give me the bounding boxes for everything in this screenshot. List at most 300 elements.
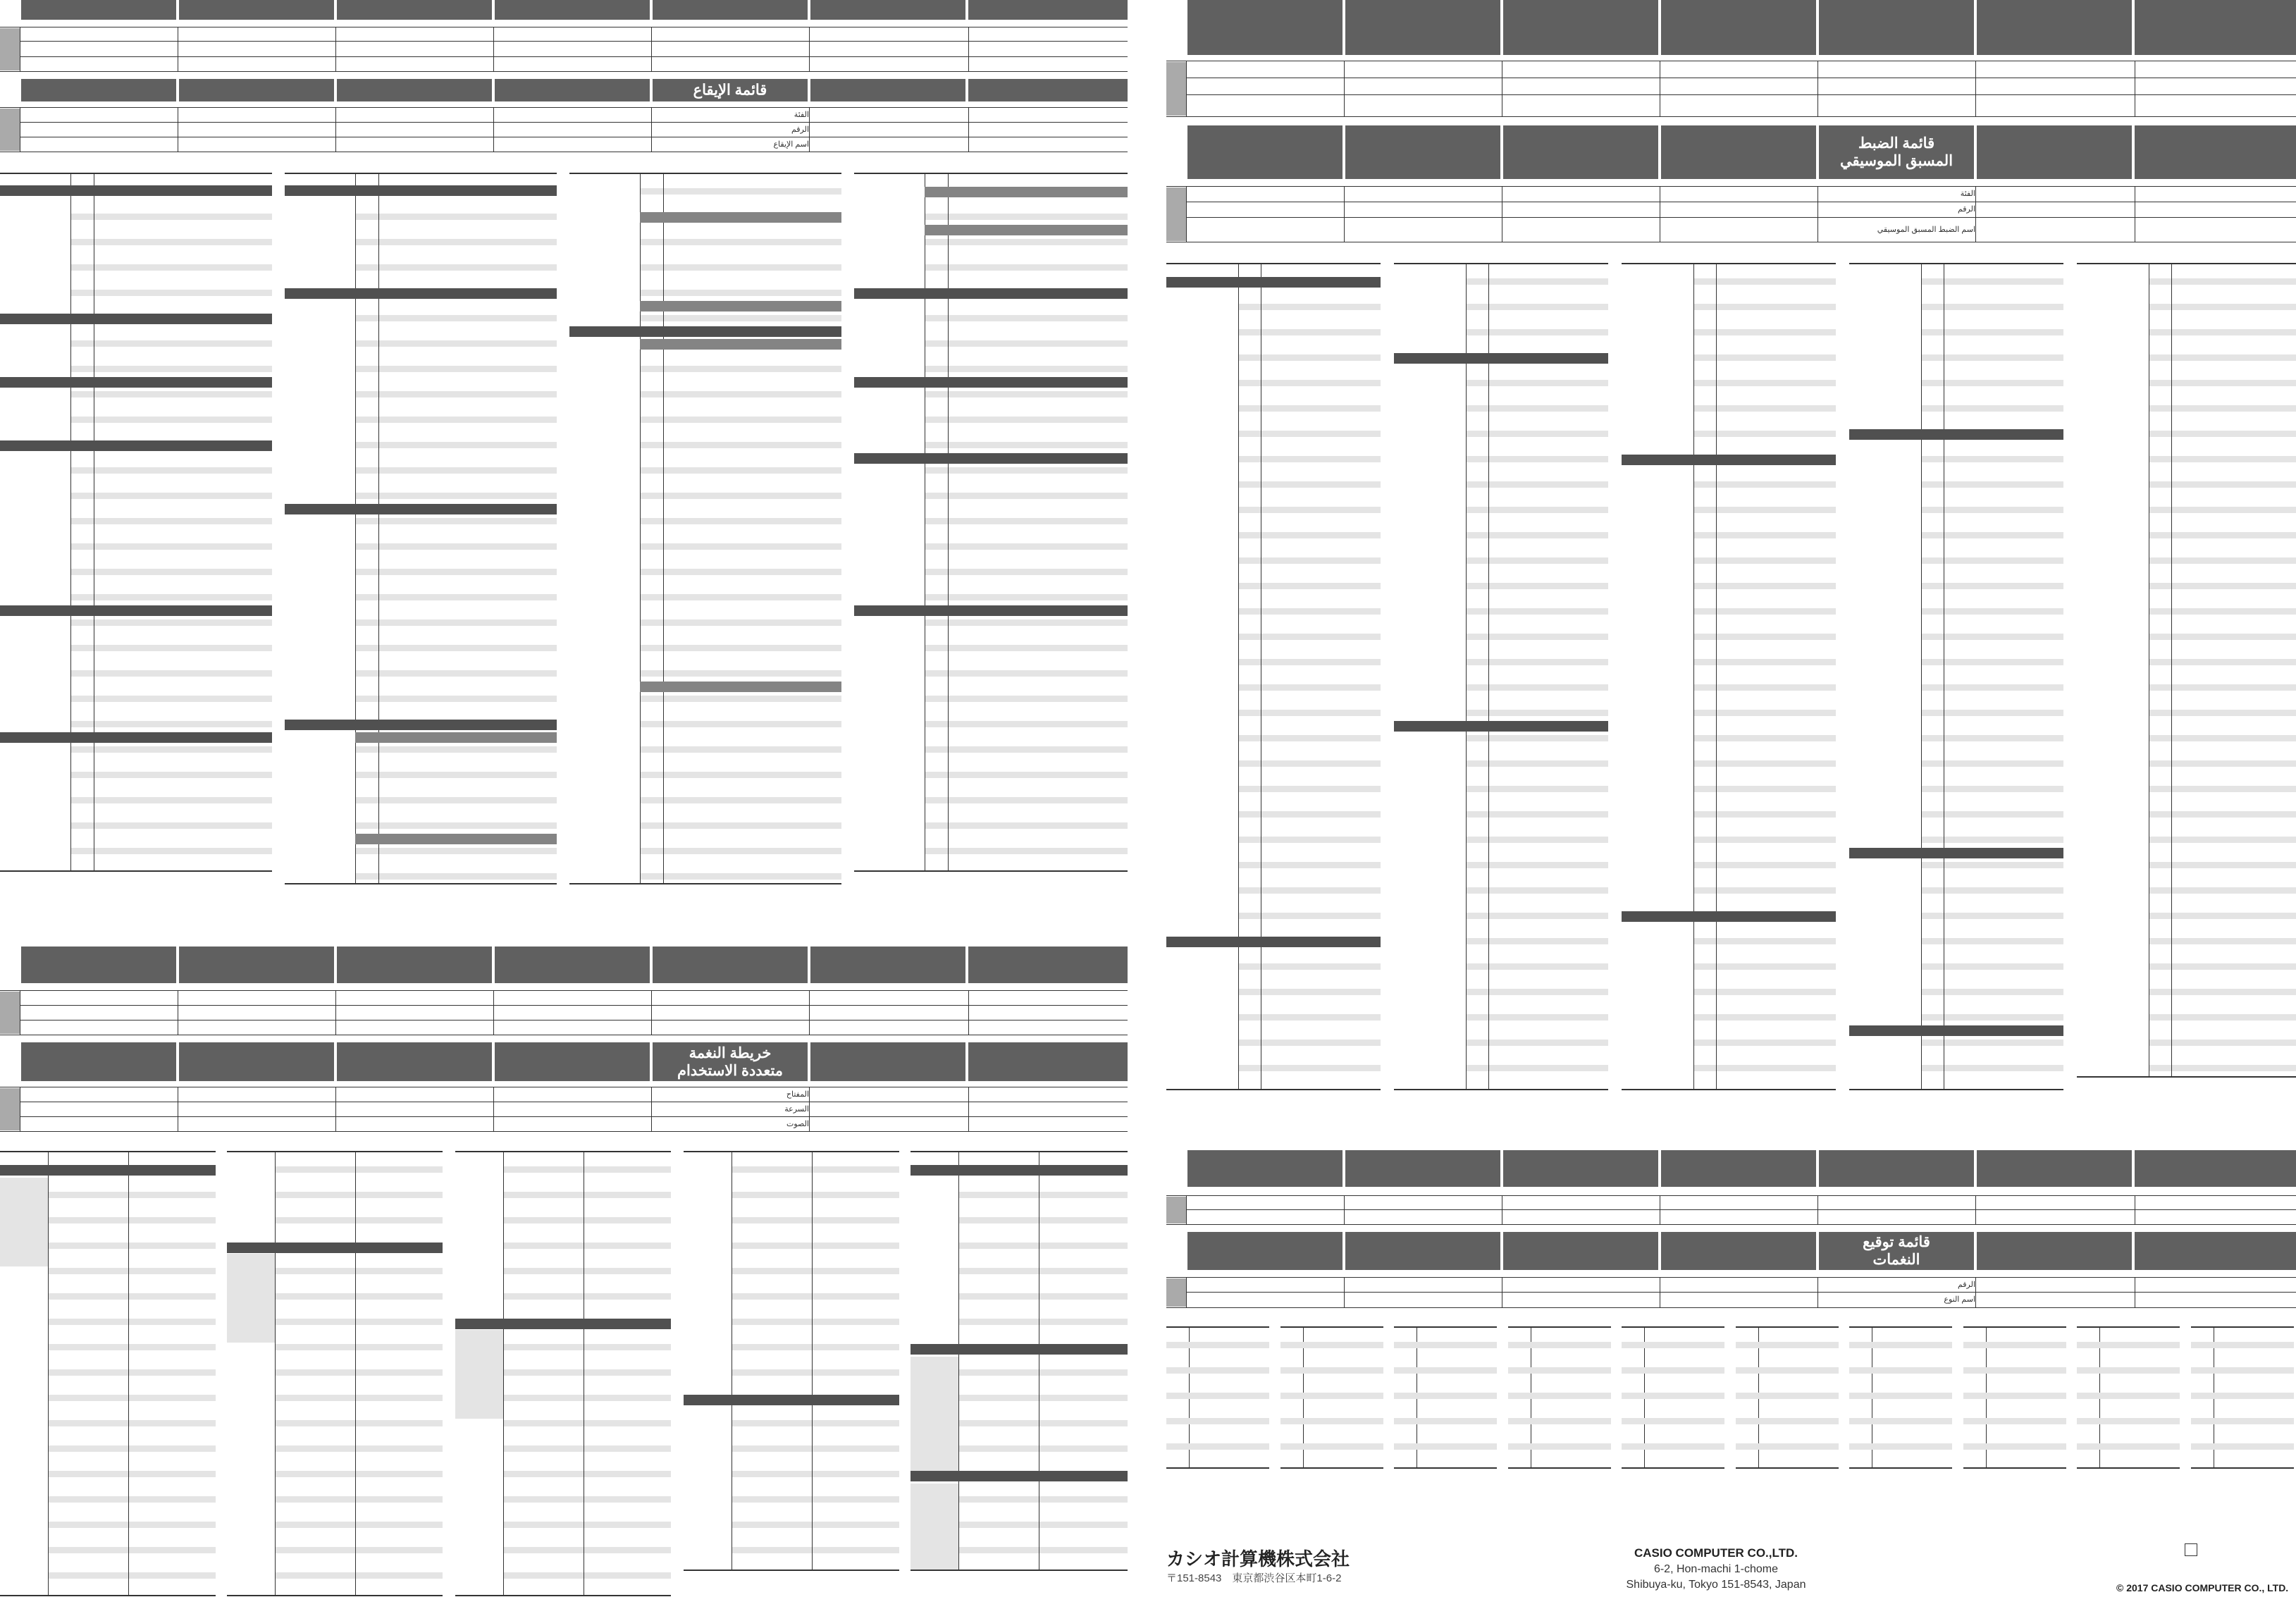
list-stripe — [1693, 278, 1836, 285]
list-stripe — [503, 1395, 671, 1401]
list-stripe — [1280, 1393, 1383, 1399]
list-stripe — [958, 1395, 1128, 1401]
list-stripe — [1849, 1393, 1952, 1399]
list-stripe — [1466, 405, 1608, 412]
list-stripe — [640, 721, 841, 727]
list-stripe — [1166, 1443, 1269, 1450]
list-stripe — [925, 797, 1128, 803]
tonesig-fields-table — [1166, 1277, 2296, 1308]
list-stripe — [355, 619, 557, 626]
list-stripe — [640, 822, 841, 829]
tonesig-list-col — [1736, 1326, 1839, 1467]
list-stripe — [958, 1192, 1128, 1198]
list-stripe — [1693, 329, 1836, 335]
list-stripe — [70, 619, 272, 626]
list-stripe — [1238, 456, 1381, 462]
list-stripe — [1238, 405, 1381, 412]
list-stripe — [1238, 811, 1381, 818]
list-stripe — [70, 467, 272, 474]
list-stripe — [1238, 710, 1381, 716]
list-stripe — [48, 1243, 216, 1249]
divider — [2077, 1467, 2180, 1469]
list-stripe — [1921, 938, 2063, 944]
list-stripe — [275, 1344, 443, 1350]
list-stripe — [48, 1395, 216, 1401]
list-stripe — [958, 1293, 1128, 1300]
list-stripe — [1394, 1393, 1497, 1399]
multi-field-sound: الصوت — [786, 1120, 809, 1128]
list-stripe — [48, 1268, 216, 1274]
list-stripe — [925, 696, 1128, 702]
list-stripe — [1921, 735, 2063, 741]
list-stripe — [1921, 481, 2063, 488]
list-stripe — [732, 1268, 899, 1274]
list-stripe — [275, 1293, 443, 1300]
tonesig-list-col — [1394, 1326, 1497, 1467]
list-stripe — [2077, 1342, 2180, 1348]
list-stripe — [48, 1496, 216, 1503]
list-stripe — [1921, 304, 2063, 310]
list-stripe — [355, 746, 557, 753]
list-stripe — [1238, 354, 1381, 361]
list-stripe — [1394, 1418, 1497, 1424]
list-stripe — [1466, 634, 1608, 640]
list-stripe — [1693, 532, 1836, 538]
list-stripe — [1693, 431, 1836, 437]
list-stripe — [1466, 583, 1608, 589]
preset-field-number: الرقم — [1957, 205, 1975, 214]
preset-title-header — [1187, 125, 2296, 179]
footer-checkbox[interactable] — [2185, 1543, 2197, 1556]
list-stripe — [1466, 1014, 1608, 1021]
list-stripe — [1238, 634, 1381, 640]
list-stripe — [1693, 710, 1836, 716]
list-stripe — [503, 1496, 671, 1503]
list-stripe — [1693, 354, 1836, 361]
multi-field-velocity: السرعة — [784, 1105, 809, 1114]
list-stripe — [1693, 938, 1836, 944]
list-stripe — [1238, 659, 1381, 665]
list-stripe — [640, 391, 841, 397]
list-stripe — [958, 1217, 1128, 1223]
list-stripe — [732, 1369, 899, 1376]
list-stripe — [2191, 1443, 2294, 1450]
multi-list-col-3 — [455, 1151, 671, 1595]
rhythm-list-col-3 — [569, 173, 841, 883]
list-stripe — [640, 315, 841, 321]
copyright: © 2017 CASIO COMPUTER CO., LTD. — [2116, 1582, 2289, 1593]
list-stripe — [925, 340, 1128, 347]
list-stripe — [1466, 862, 1608, 868]
list-stripe — [640, 543, 841, 550]
list-stripe — [1238, 837, 1381, 843]
list-stripe — [1466, 557, 1608, 564]
tonesig-top-table — [1166, 1195, 2296, 1225]
list-stripe — [640, 746, 841, 753]
list-stripe — [1921, 583, 2063, 589]
list-stripe — [1466, 837, 1608, 843]
list-stripe — [1466, 1065, 1608, 1071]
rhythm-list-col-2 — [285, 173, 557, 883]
list-stripe — [1736, 1418, 1839, 1424]
list-stripe — [732, 1522, 899, 1528]
divider — [1508, 1467, 1611, 1469]
list-stripe — [925, 442, 1128, 448]
list-stripe — [1466, 456, 1608, 462]
list-stripe — [1394, 1367, 1497, 1374]
multi-title-header — [21, 1042, 1128, 1081]
list-stripe — [1921, 710, 2063, 716]
list-stripe — [1693, 583, 1836, 589]
list-stripe — [640, 873, 841, 880]
list-stripe — [355, 214, 557, 220]
list-stripe — [1238, 583, 1381, 589]
list-stripe — [503, 1471, 671, 1477]
list-stripe — [70, 264, 272, 271]
list-stripe — [732, 1192, 899, 1198]
list-stripe — [1622, 1342, 1724, 1348]
list-stripe — [70, 696, 272, 702]
tonesig-list-col — [2191, 1326, 2294, 1467]
list-stripe — [958, 1445, 1128, 1452]
rhythm-list-col-1 — [0, 173, 272, 870]
list-stripe — [1921, 1014, 2063, 1021]
list-stripe — [925, 518, 1128, 524]
list-stripe — [1466, 507, 1608, 513]
list-stripe — [70, 594, 272, 600]
list-stripe — [1921, 634, 2063, 640]
list-stripe — [355, 645, 557, 651]
list-stripe — [355, 772, 557, 778]
list-stripe — [275, 1395, 443, 1401]
list-stripe — [925, 670, 1128, 677]
list-stripe — [1166, 1367, 1269, 1374]
list-stripe — [1849, 1418, 1952, 1424]
list-stripe — [1238, 989, 1381, 995]
list-stripe — [1693, 887, 1836, 894]
list-stripe — [1238, 431, 1381, 437]
list-stripe — [1508, 1393, 1611, 1399]
list-stripe — [1736, 1342, 1839, 1348]
list-stripe — [1693, 380, 1836, 386]
list-stripe — [70, 822, 272, 829]
list-stripe — [925, 746, 1128, 753]
multi-list-col-2 — [227, 1151, 443, 1595]
multi-fields-table — [0, 1087, 1128, 1132]
tonesig-list-col — [1849, 1326, 1952, 1467]
list-stripe — [1166, 1418, 1269, 1424]
list-stripe — [355, 543, 557, 550]
preset-list-col-1 — [1166, 263, 1381, 1089]
divider — [1622, 1467, 1724, 1469]
list-stripe — [925, 239, 1128, 245]
list-stripe — [503, 1217, 671, 1223]
list-stripe — [1280, 1367, 1383, 1374]
tonesig-list-col — [1166, 1326, 1269, 1467]
jp-company-address: 〒151-8543 東京都渋谷区本町1-6-2 — [1166, 1572, 1342, 1584]
list-stripe — [1622, 1443, 1724, 1450]
list-stripe — [958, 1547, 1128, 1553]
list-stripe — [503, 1522, 671, 1528]
rhythm-field-number: الرقم — [791, 125, 809, 134]
list-stripe — [1466, 760, 1608, 767]
list-stripe — [958, 1268, 1128, 1274]
list-stripe — [2077, 1418, 2180, 1424]
list-stripe — [1466, 380, 1608, 386]
list-stripe — [70, 746, 272, 753]
company-name: CASIO COMPUTER CO.,LTD. — [1634, 1546, 1798, 1560]
divider — [1166, 1467, 1269, 1469]
list-stripe — [958, 1319, 1128, 1325]
preset-top-table — [1166, 61, 2296, 117]
preset-title-line1: قائمة الضبط — [1858, 135, 1935, 152]
list-stripe — [640, 797, 841, 803]
divider — [1280, 1467, 1383, 1469]
list-stripe — [732, 1471, 899, 1477]
list-stripe — [503, 1293, 671, 1300]
list-stripe — [640, 772, 841, 778]
preset-field-name: اسم الضبط المسبق الموسيقي — [1877, 226, 1975, 234]
list-stripe — [925, 366, 1128, 372]
list-stripe — [1508, 1342, 1611, 1348]
multi-title-line2: متعددة الاستخدام — [677, 1062, 784, 1079]
rhythm-top-table — [0, 27, 1128, 72]
list-stripe — [732, 1319, 899, 1325]
list-stripe — [355, 873, 557, 880]
list-stripe — [355, 315, 557, 321]
list-stripe — [1238, 760, 1381, 767]
list-stripe — [1466, 989, 1608, 995]
tonesig-list-col — [2077, 1326, 2180, 1467]
list-stripe — [1238, 1065, 1381, 1071]
list-stripe — [1238, 1040, 1381, 1046]
rhythm-title-header — [21, 79, 1128, 101]
list-stripe — [925, 543, 1128, 550]
list-stripe — [355, 467, 557, 474]
list-stripe — [1466, 1040, 1608, 1046]
list-stripe — [1921, 862, 2063, 868]
list-stripe — [1693, 1014, 1836, 1021]
list-stripe — [275, 1471, 443, 1477]
list-stripe — [1466, 710, 1608, 716]
list-stripe — [1466, 963, 1608, 970]
list-stripe — [1238, 735, 1381, 741]
list-stripe — [355, 696, 557, 702]
list-stripe — [640, 239, 841, 245]
list-stripe — [925, 569, 1128, 575]
list-stripe — [70, 772, 272, 778]
list-stripe — [1693, 786, 1836, 792]
list-stripe — [1466, 684, 1608, 691]
list-stripe — [1963, 1393, 2066, 1399]
list-stripe — [48, 1369, 216, 1376]
list-stripe — [275, 1217, 443, 1223]
multi-list-col-5 — [911, 1151, 1128, 1570]
list-stripe — [925, 645, 1128, 651]
list-stripe — [70, 670, 272, 677]
list-stripe — [1238, 304, 1381, 310]
list-stripe — [275, 1547, 443, 1553]
list-stripe — [925, 264, 1128, 271]
multi-top-header — [21, 947, 1128, 983]
list-stripe — [275, 1420, 443, 1426]
list-stripe — [1508, 1443, 1611, 1450]
list-stripe — [1693, 1065, 1836, 1071]
list-stripe — [48, 1445, 216, 1452]
list-stripe — [1280, 1418, 1383, 1424]
rhythm-list-col-4 — [854, 173, 1128, 870]
list-stripe — [1693, 557, 1836, 564]
list-stripe — [70, 366, 272, 372]
list-stripe — [503, 1369, 671, 1376]
list-stripe — [1693, 963, 1836, 970]
list-stripe — [925, 467, 1128, 474]
list-stripe — [70, 543, 272, 550]
rhythm-field-name: اسم الإيقاع — [773, 140, 809, 149]
list-stripe — [732, 1166, 899, 1173]
list-stripe — [48, 1572, 216, 1579]
list-stripe — [1280, 1342, 1383, 1348]
list-stripe — [1921, 380, 2063, 386]
list-stripe — [48, 1192, 216, 1198]
multi-field-key: المفتاح — [786, 1090, 809, 1099]
list-stripe — [1238, 532, 1381, 538]
jp-company-name: カシオ計算機株式会社 — [1166, 1548, 1350, 1570]
list-stripe — [1166, 1393, 1269, 1399]
list-stripe — [70, 848, 272, 854]
list-stripe — [2191, 1393, 2294, 1399]
list-stripe — [732, 1243, 899, 1249]
list-stripe — [503, 1344, 671, 1350]
list-stripe — [1921, 786, 2063, 792]
preset-list-col-5 — [2077, 263, 2296, 1076]
list-stripe — [925, 214, 1128, 220]
rhythm-field-category: الفئة — [794, 111, 809, 119]
list-stripe — [925, 721, 1128, 727]
list-stripe — [48, 1217, 216, 1223]
tonesig-field-type: اسم النوع — [1944, 1295, 1975, 1304]
list-stripe — [1238, 913, 1381, 919]
list-stripe — [1466, 938, 1608, 944]
list-stripe — [48, 1547, 216, 1553]
list-stripe — [640, 366, 841, 372]
list-stripe — [1466, 786, 1608, 792]
list-stripe — [275, 1369, 443, 1376]
list-stripe — [1849, 1443, 1952, 1450]
list-stripe — [1921, 963, 2063, 970]
list-stripe — [1921, 989, 2063, 995]
preset-list-col-3 — [1622, 263, 1836, 1089]
list-stripe — [355, 239, 557, 245]
list-stripe — [70, 391, 272, 397]
list-stripe — [1466, 278, 1608, 285]
list-stripe — [1849, 1367, 1952, 1374]
rhythm-top-header — [21, 0, 1128, 20]
list-stripe — [1736, 1393, 1839, 1399]
list-stripe — [1166, 1342, 1269, 1348]
list-stripe — [1921, 329, 2063, 335]
list-stripe — [1466, 659, 1608, 665]
list-stripe — [2191, 1418, 2294, 1424]
divider — [1736, 1467, 1839, 1469]
tonesig-field-number: الرقم — [1957, 1281, 1975, 1289]
list-stripe — [1466, 608, 1608, 615]
list-stripe — [1466, 735, 1608, 741]
preset-list-col-4 — [1849, 263, 2063, 1089]
list-stripe — [503, 1268, 671, 1274]
list-stripe — [958, 1369, 1128, 1376]
list-stripe — [640, 417, 841, 423]
divider — [1849, 1467, 1952, 1469]
list-stripe — [70, 417, 272, 423]
list-stripe — [275, 1445, 443, 1452]
rhythm-title: قائمة الإيقاع — [693, 82, 767, 99]
list-stripe — [1921, 405, 2063, 412]
list-stripe — [1238, 862, 1381, 868]
divider — [1394, 1467, 1497, 1469]
list-stripe — [1693, 481, 1836, 488]
list-stripe — [503, 1445, 671, 1452]
list-stripe — [640, 493, 841, 499]
list-stripe — [640, 645, 841, 651]
list-stripe — [355, 594, 557, 600]
list-stripe — [1622, 1367, 1724, 1374]
list-stripe — [1622, 1418, 1724, 1424]
list-stripe — [958, 1243, 1128, 1249]
list-stripe — [925, 417, 1128, 423]
list-stripe — [1238, 1014, 1381, 1021]
list-stripe — [355, 340, 557, 347]
tonesig-top-header — [1187, 1150, 2296, 1187]
tonesig-list-col — [1622, 1326, 1724, 1467]
list-stripe — [640, 569, 841, 575]
list-stripe — [732, 1217, 899, 1223]
list-stripe — [640, 467, 841, 474]
list-stripe — [1238, 684, 1381, 691]
list-stripe — [1466, 481, 1608, 488]
list-stripe — [640, 696, 841, 702]
list-stripe — [732, 1547, 899, 1553]
list-stripe — [1466, 913, 1608, 919]
list-stripe — [732, 1344, 899, 1350]
list-stripe — [1693, 405, 1836, 412]
list-stripe — [1466, 329, 1608, 335]
list-stripe — [70, 239, 272, 245]
list-stripe — [1394, 1342, 1497, 1348]
list-stripe — [503, 1420, 671, 1426]
multi-list-col-4 — [684, 1151, 899, 1570]
tonesig-title-header — [1187, 1232, 2296, 1270]
list-stripe — [732, 1420, 899, 1426]
tonesig-list-col — [1508, 1326, 1611, 1467]
list-stripe — [1238, 557, 1381, 564]
list-stripe — [503, 1243, 671, 1249]
company-address-line1: 6-2, Hon-machi 1-chome — [1653, 1563, 1779, 1575]
list-stripe — [1622, 1393, 1724, 1399]
list-stripe — [925, 315, 1128, 321]
company-address-line2: Shibuya-ku, Tokyo 151-8543, Japan — [1626, 1579, 1806, 1591]
list-stripe — [355, 366, 557, 372]
list-stripe — [70, 518, 272, 524]
list-stripe — [1921, 659, 2063, 665]
preset-top-header — [1187, 0, 2296, 55]
list-stripe — [355, 518, 557, 524]
list-stripe — [70, 214, 272, 220]
multi-list-col-1 — [0, 1151, 216, 1595]
list-stripe — [1921, 811, 2063, 818]
rhythm-fields-table — [0, 107, 1128, 152]
list-stripe — [1921, 913, 2063, 919]
